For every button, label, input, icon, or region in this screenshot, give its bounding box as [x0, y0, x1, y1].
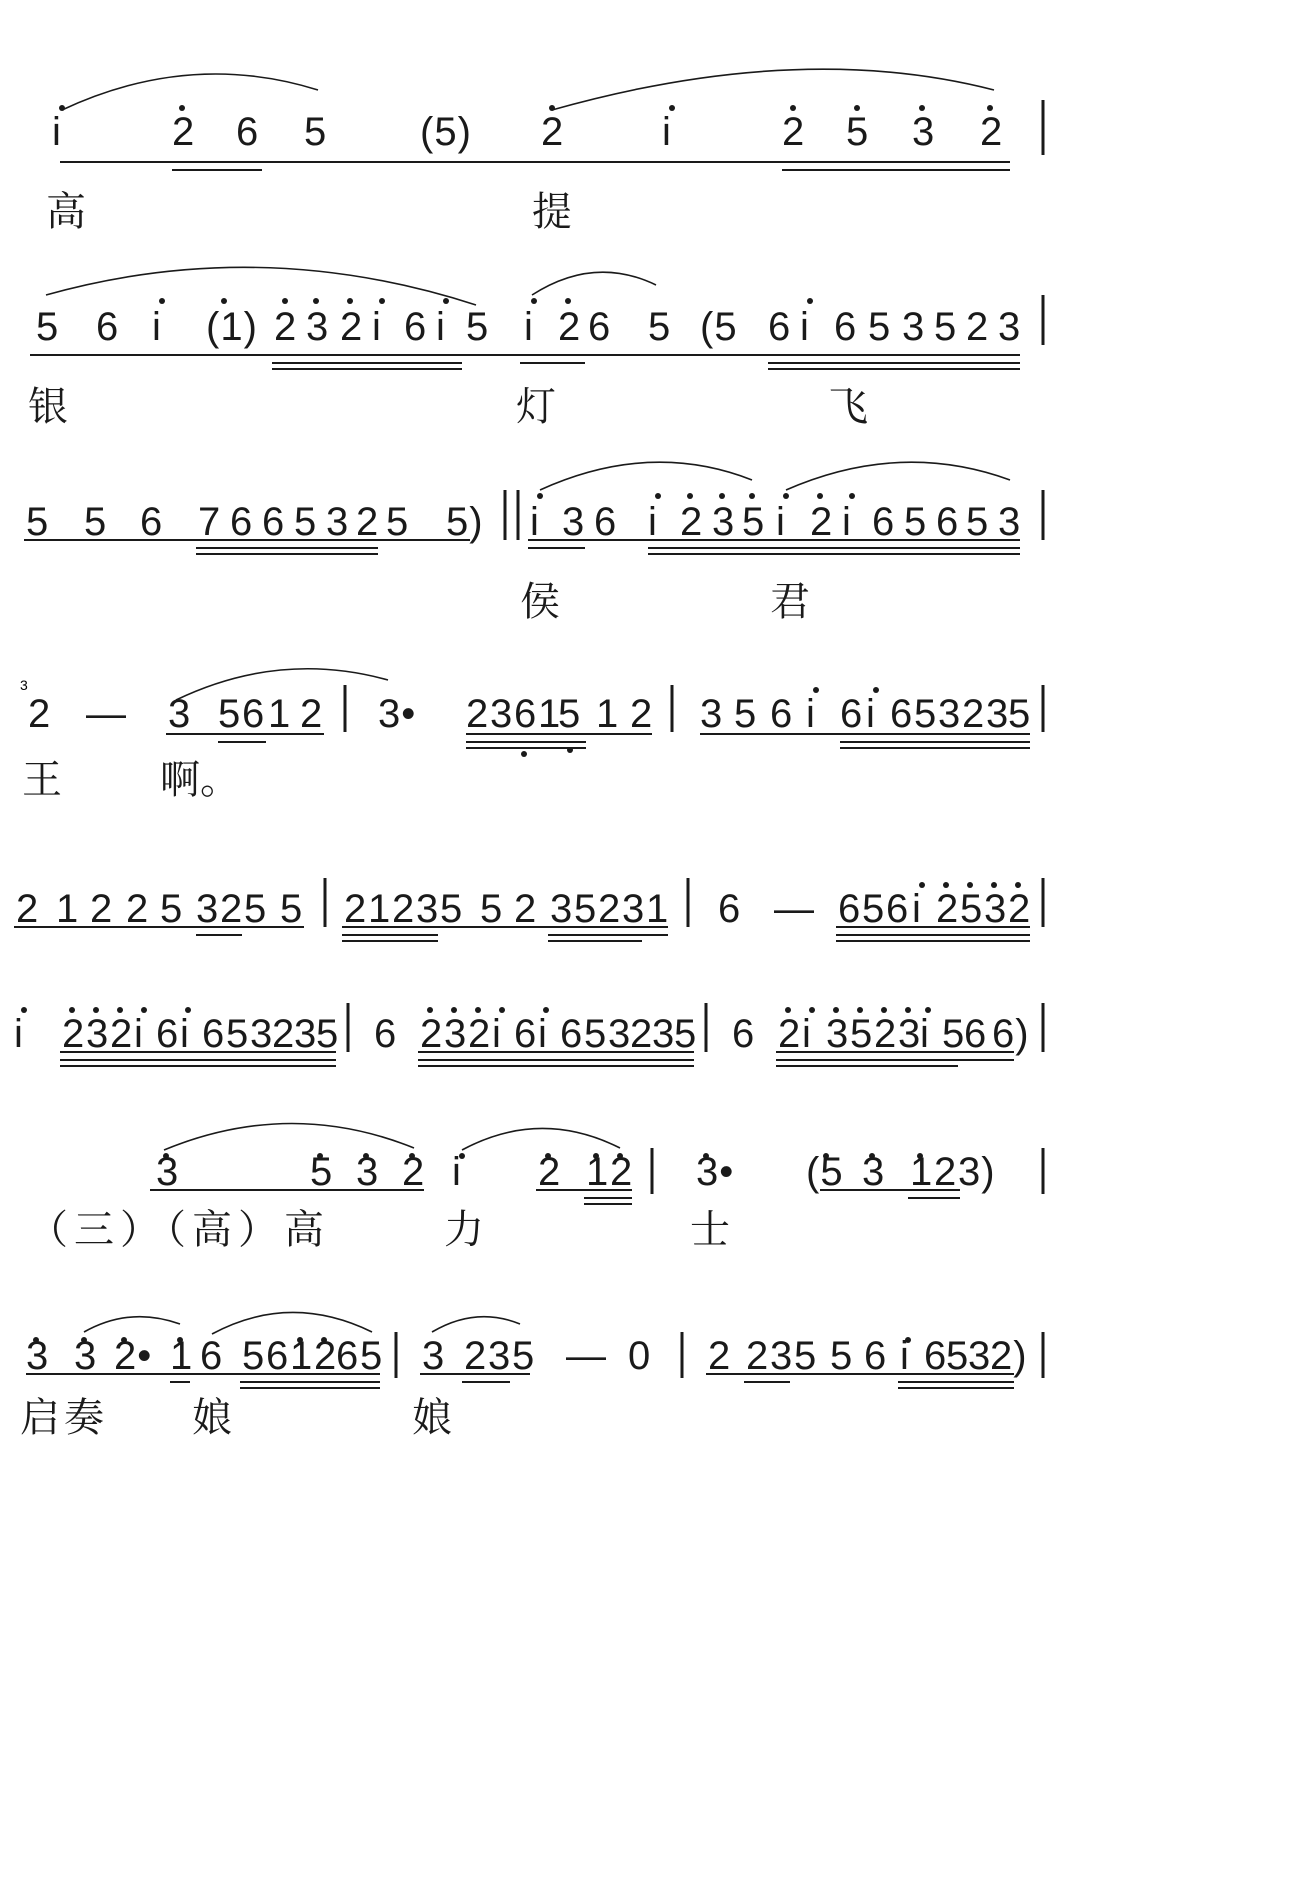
note: 3	[912, 110, 936, 154]
note: 5	[242, 1334, 266, 1378]
note: i	[912, 887, 922, 931]
note: 3	[898, 1012, 922, 1056]
note: 2	[172, 110, 196, 154]
note: 3	[862, 1150, 886, 1194]
system-2-lyrics	[0, 385, 1313, 435]
note: 2	[538, 1150, 562, 1194]
note: 6	[838, 887, 862, 931]
note: 5	[558, 692, 582, 736]
note: —	[566, 1334, 607, 1378]
note: 3	[622, 887, 646, 931]
note: 6	[96, 305, 120, 349]
note: 3•	[378, 692, 417, 736]
note: —	[774, 887, 815, 931]
note: 0	[628, 1334, 652, 1378]
note: 5	[966, 500, 990, 544]
note: i	[14, 1012, 24, 1056]
note: 2	[274, 305, 298, 349]
note: i	[134, 1012, 144, 1056]
note: 6	[890, 692, 914, 736]
note: 2	[314, 1334, 338, 1378]
note: 3	[984, 887, 1008, 931]
note: 5	[584, 1012, 608, 1056]
note: 2	[62, 1012, 86, 1056]
note: 2	[708, 1334, 732, 1378]
note: 5	[904, 500, 928, 544]
note: 6	[924, 1334, 948, 1378]
note: i	[800, 305, 810, 349]
note: 2	[966, 305, 990, 349]
system-8-lyrics	[0, 1396, 1313, 1446]
lyric: 力	[444, 1207, 484, 1253]
note: 6	[262, 500, 286, 544]
note: 5	[942, 1012, 966, 1056]
note: 2•	[114, 1334, 153, 1378]
note: i	[776, 500, 786, 544]
note: i	[452, 1150, 462, 1194]
grace-note: 3	[20, 677, 28, 693]
note: 6	[594, 500, 618, 544]
note: 6	[840, 692, 864, 736]
note: 6	[230, 500, 254, 544]
note: 5	[742, 500, 766, 544]
note: 5	[304, 110, 328, 154]
note: i	[436, 305, 446, 349]
note: 6	[886, 887, 910, 931]
note: 6	[770, 692, 794, 736]
note: 5	[244, 887, 268, 931]
octave-dot-low	[567, 747, 573, 753]
note: 3	[938, 692, 962, 736]
lyric: 娘	[412, 1395, 452, 1441]
note: 3	[326, 500, 350, 544]
note: 2	[110, 1012, 134, 1056]
lyric: 银	[28, 384, 68, 430]
note: 5	[934, 305, 958, 349]
lyric: 高	[46, 189, 86, 235]
note: 2)	[990, 1334, 1028, 1378]
note: (5)	[420, 110, 472, 154]
note: 2	[126, 887, 150, 931]
note: 2	[300, 692, 324, 736]
note: 2	[356, 500, 380, 544]
lyric: （三）（高）高	[28, 1207, 330, 1253]
note: i	[492, 1012, 502, 1056]
note: 6)	[992, 1012, 1030, 1056]
note: 1	[646, 887, 670, 931]
lyric: 啊。	[160, 757, 240, 803]
note: 6	[156, 1012, 180, 1056]
note: 6	[936, 500, 960, 544]
note: 6	[202, 1012, 226, 1056]
note: 3	[490, 692, 514, 736]
note: 2	[28, 692, 52, 736]
note: 2	[344, 887, 368, 931]
note: 6	[964, 1012, 988, 1056]
note: 2	[598, 887, 622, 931]
note: 6	[336, 1334, 360, 1378]
note: 3	[826, 1012, 850, 1056]
note: 5	[480, 887, 504, 931]
note: 5	[946, 1334, 970, 1378]
note: 6	[834, 305, 858, 349]
note: 3	[998, 500, 1022, 544]
note: 3	[250, 1012, 274, 1056]
note: 2	[340, 305, 364, 349]
note: 5	[512, 1334, 536, 1378]
note: 2	[680, 500, 704, 544]
note: 5	[36, 305, 60, 349]
note: 1	[56, 887, 80, 931]
lyric: 王	[22, 757, 62, 803]
lyric: 士	[690, 1207, 730, 1253]
note: 2	[1008, 887, 1032, 931]
system-3-lyrics	[0, 580, 1313, 630]
octave-dot-low	[521, 751, 527, 757]
note: 5	[794, 1334, 818, 1378]
note: 3	[986, 692, 1010, 736]
note: 6	[732, 1012, 756, 1056]
note: 2	[514, 887, 538, 931]
note: 3	[902, 305, 926, 349]
note: 6	[514, 1012, 538, 1056]
note: 3	[488, 1334, 512, 1378]
note: 6	[236, 110, 260, 154]
note: 2	[402, 1150, 426, 1194]
system-3-notes	[0, 480, 1313, 544]
note: 6	[864, 1334, 888, 1378]
note: 2	[810, 500, 834, 544]
note: 3	[86, 1012, 110, 1056]
note: 6	[140, 500, 164, 544]
note: 2	[464, 1334, 488, 1378]
note: i	[806, 692, 816, 736]
note: 5	[648, 305, 672, 349]
note: 6	[768, 305, 792, 349]
note: 5	[360, 1334, 384, 1378]
note: i	[538, 1012, 548, 1056]
system-1-notes	[0, 90, 1313, 154]
note: 3	[74, 1334, 98, 1378]
note: (5	[806, 1150, 844, 1194]
note: 7	[198, 500, 222, 544]
note: 3	[294, 1012, 318, 1056]
note: 2	[934, 1150, 958, 1194]
note: 5	[160, 887, 184, 931]
note: 6	[560, 1012, 584, 1056]
lyric: 娘	[192, 1395, 232, 1441]
lyric: 提	[532, 189, 572, 235]
note: 2	[420, 1012, 444, 1056]
note: 5	[386, 500, 410, 544]
note: 2	[16, 887, 40, 931]
system-5-notes	[0, 875, 1313, 935]
note: 2	[746, 1334, 770, 1378]
note: 2	[610, 1150, 634, 1194]
note: 3	[652, 1012, 676, 1056]
note: 3	[968, 1334, 992, 1378]
note: 6	[872, 500, 896, 544]
note: 5	[440, 887, 464, 931]
lyric: 启	[20, 1395, 60, 1441]
note: 5	[846, 110, 870, 154]
note: i	[842, 500, 852, 544]
note: i	[920, 1012, 930, 1056]
note: 5	[960, 887, 984, 931]
note: 6	[404, 305, 428, 349]
note: 3	[998, 305, 1022, 349]
system-4-lyrics	[0, 758, 1313, 808]
note: (5	[700, 305, 738, 349]
note: 5	[850, 1012, 874, 1056]
note: —	[86, 692, 127, 736]
note: 5	[674, 1012, 698, 1056]
lyric: 侯	[520, 579, 560, 625]
note: 3	[562, 500, 586, 544]
note: 1	[596, 692, 620, 736]
note: 2	[778, 1012, 802, 1056]
note: 5	[26, 500, 50, 544]
note: 3	[26, 1334, 50, 1378]
note: 2	[874, 1012, 898, 1056]
note: 1	[586, 1150, 610, 1194]
lyric: 奏	[64, 1395, 104, 1441]
lyric: 飞	[828, 384, 868, 430]
note: 3)	[958, 1150, 996, 1194]
note: 2	[90, 887, 114, 931]
note: 1	[910, 1150, 934, 1194]
note: 2	[466, 692, 490, 736]
note: i	[180, 1012, 190, 1056]
note: 5	[84, 500, 108, 544]
note: 6	[514, 692, 538, 736]
lyric: 灯	[516, 384, 556, 430]
note: 5	[316, 1012, 340, 1056]
note: 1	[170, 1334, 194, 1378]
note: i	[802, 1012, 812, 1056]
note: 6	[200, 1334, 224, 1378]
system-7-notes	[0, 1128, 1313, 1194]
note: 5	[218, 692, 242, 736]
note: i	[152, 305, 162, 349]
note: 1	[368, 887, 392, 931]
note: 1	[538, 692, 562, 736]
system-1-lyrics	[0, 190, 1313, 240]
note: 5	[1008, 692, 1032, 736]
note: 2	[541, 110, 565, 154]
note: 2	[392, 887, 416, 931]
note: 2	[936, 887, 960, 931]
note: 2	[630, 692, 654, 736]
note: 5	[914, 692, 938, 736]
note: 3•	[696, 1150, 735, 1194]
lyric: 君	[770, 579, 810, 625]
note: i	[530, 500, 540, 544]
note: i	[900, 1334, 910, 1378]
note: 2	[782, 110, 806, 154]
note: 5	[862, 887, 886, 931]
note: 3	[156, 1150, 180, 1194]
note: 3	[712, 500, 736, 544]
note: i	[52, 110, 62, 154]
note: 5	[294, 500, 318, 544]
note: 6	[718, 887, 742, 931]
note: 1	[290, 1334, 314, 1378]
system-6-notes	[0, 1000, 1313, 1060]
note: 5	[280, 887, 304, 931]
note: i	[372, 305, 382, 349]
note: 3	[444, 1012, 468, 1056]
note: 3	[550, 887, 574, 931]
note: 3	[608, 1012, 632, 1056]
note: 1	[268, 692, 292, 736]
note: 5	[466, 305, 490, 349]
note: 6	[266, 1334, 290, 1378]
note: 5	[734, 692, 758, 736]
note: 3	[700, 692, 724, 736]
note: 2	[558, 305, 582, 349]
note: 3	[356, 1150, 380, 1194]
system-4-notes	[0, 680, 1313, 740]
note: 3	[306, 305, 330, 349]
note: 3	[168, 692, 192, 736]
note: 3	[416, 887, 440, 931]
note: 2	[220, 887, 244, 931]
system-2-notes	[0, 285, 1313, 349]
note: 2	[980, 110, 1004, 154]
note: 3	[196, 887, 220, 931]
system-7-lyrics	[0, 1208, 1313, 1258]
note: 6	[374, 1012, 398, 1056]
note: 3	[770, 1334, 794, 1378]
note: 5	[830, 1334, 854, 1378]
note: 2	[630, 1012, 654, 1056]
note: i	[866, 692, 876, 736]
note: 5	[310, 1150, 334, 1194]
note: 6	[588, 305, 612, 349]
note: 2	[272, 1012, 296, 1056]
note: 3	[422, 1334, 446, 1378]
note: i	[524, 305, 534, 349]
note: i	[648, 500, 658, 544]
note: 5	[574, 887, 598, 931]
note: i	[662, 110, 672, 154]
note: 6	[242, 692, 266, 736]
note: (1)	[206, 305, 258, 349]
note: 2	[468, 1012, 492, 1056]
note: 5	[226, 1012, 250, 1056]
system-8-notes	[0, 1312, 1313, 1378]
note: 5	[868, 305, 892, 349]
note: 5)	[446, 500, 484, 544]
note: 2	[962, 692, 986, 736]
